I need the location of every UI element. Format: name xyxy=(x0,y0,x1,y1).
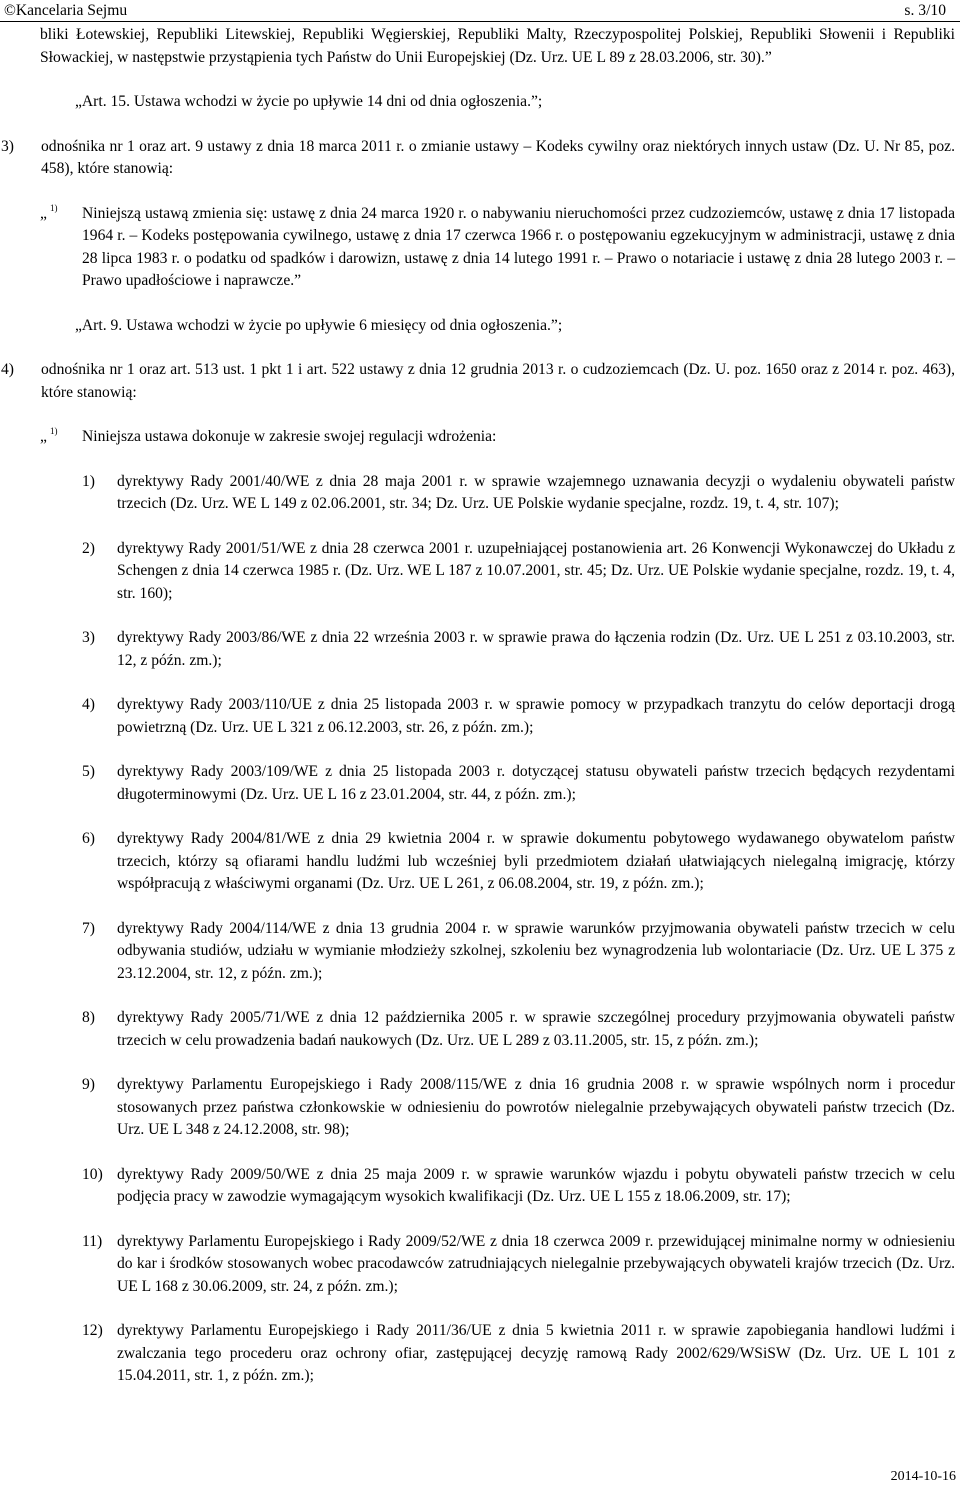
directive-item xyxy=(82,1074,955,1142)
directive-text: dyrektywy Rady 2004/81/WE z dnia 29 kwietnia 2004 r. w sprawie dokumentu pobytowego wydawanego obywatelom państw trzecich, którzy są ofiarami handlu ludźmi lub wcześniej byli przedmiotem działań ułatwiających nielegalną imigrację, którzy współpracują z właściwymi organami (Dz. Urz. UE L 261, z 06.08.2004, str. 19, z późn. zm.); xyxy=(117,830,955,892)
page-footer-date: 2014-10-16 xyxy=(890,1469,956,1484)
directive-number: 11) xyxy=(82,1232,103,1250)
directive-text: dyrektywy Parlamentu Europejskiego i Rady 2008/115/WE z dnia 16 grudnia 2008 r. w sprawie wspólnych norm i procedur stosowanych przez państwa członkowskie w odniesieniu do powrotów nielegalnie przebywających obywateli państw trzecich (Dz. Urz. UE L 348 z 24.12.2008, str. 98); xyxy=(117,1076,955,1138)
directive-number: 1) xyxy=(82,472,95,490)
footnote-text: Niniejsza ustawa dokonuje w zakresie swojej regulacji wdrożenia: xyxy=(82,428,497,445)
directive-number: 6) xyxy=(82,830,95,847)
paragraph-continuation: bliki Łotewskiej, Republiki Litewskiej, Republiki Węgierskiej, Republiki Malty, Rzeczypospolitej Polskiej, Republiki Słowenii i Republiki Słowackiej, w następstwie przystąpienia tych Państw do Unii Europejskiej (Dz. Urz. UE L 89 z 28.03.2006, str. 30).” xyxy=(40,26,955,66)
footnote-quote-1 xyxy=(40,203,955,293)
directive-number: 5) xyxy=(82,763,95,780)
page-number: s. 3/10 xyxy=(904,2,946,19)
document-body xyxy=(1,24,955,1388)
directive-text: dyrektywy Rady 2003/109/WE z dnia 25 listopada 2003 r. dotyczącej statusu obywateli państw trzecich będących rezydentami długoterminowymi (Dz. Urz. UE L 16 z 23.01.2004, str. 44, z późn. zm.); xyxy=(117,763,955,803)
directive-number: 3) xyxy=(82,629,95,646)
directive-item xyxy=(82,1320,955,1388)
directive-text: dyrektywy Rady 2003/110/UE z dnia 25 listopada 2003 r. w sprawie pomocy w przypadkach tranzytu do celów deportacji drogą powietrzną (Dz. Urz. UE L 321 z 06.12.2003, str. 26, z późn. zm.); xyxy=(117,696,955,736)
directive-item xyxy=(82,471,955,516)
list-item-4 xyxy=(1,359,955,404)
directive-text: dyrektywy Parlamentu Europejskiego i Rady 2011/36/UE z dnia 5 kwietnia 2011 r. w sprawie zapobiegania handlowi ludźmi i zwalczania tego procederu oraz ochrony ofiar, zastępującej decyzję ramową Rady 2002/629/WSiSW (Dz. Urz. UE L 101 z 15.04.2011, str. 1, z późn. zm.); xyxy=(117,1322,955,1384)
article-15: „Art. 15. Ustawa wchodzi w życie po upływie 14 dni od dnia ogłoszenia.”; xyxy=(75,93,543,110)
footnote-quote-2 xyxy=(40,426,955,449)
directive-item xyxy=(82,1231,955,1299)
directive-list xyxy=(40,471,955,1388)
header-source: ©Kancelaria Sejmu xyxy=(4,2,128,19)
directive-item xyxy=(82,761,955,806)
footnote-marker: „ 1) xyxy=(40,202,58,222)
list-item-number: 4) xyxy=(1,361,14,378)
directive-text: dyrektywy Rady 2001/40/WE z dnia 28 maja 2001 r. w sprawie wzajemnego uznawania decyzji o wydaleniu obywateli państw trzecich (Dz. Urz. WE L 149 z 02.06.2001, str. 34; Dz. Urz. UE Polskie wydanie specjalne, rozdz. 19, t. 4, str. 107); xyxy=(117,472,955,512)
header-rule xyxy=(0,21,960,22)
footnote-text: Niniejszą ustawą zmienia się: ustawę z dnia 24 marca 1920 r. o nabywaniu nieruchomości przez cudzoziemców, ustawę z dnia 17 listopada 1964 r. – Kodeks postępowania cywilnego, ustawę z dnia 17 czerwca 1966 r. o postępowaniu egzekucyjnym w administracji, ustawę z dnia 28 lipca 1983 r. o podatku od spadków i darowizn, ustawę z dnia 14 lutego 1991 r. – Prawo o notariacie i ustawę z dnia 28 lutego 2003 r. – Prawo upadłościowe i naprawcze.” xyxy=(82,204,955,289)
footnote-marker: „ 1) xyxy=(40,426,58,445)
article-9: „Art. 9. Ustawa wchodzi w życie po upływie 6 miesięcy od dnia ogłoszenia.”; xyxy=(75,316,563,334)
directive-item xyxy=(82,828,955,896)
list-item-3 xyxy=(1,136,955,181)
directive-text: dyrektywy Rady 2003/86/WE z dnia 22 września 2003 r. w sprawie prawa do łączenia rodzin (Dz. Urz. UE L 251 z 03.10.2003, str. 12, z późn. zm.); xyxy=(117,629,955,669)
list-item-text: odnośnika nr 1 oraz art. 513 ust. 1 pkt 1 i art. 522 ustawy z dnia 12 grudnia 2013 r. o cudzoziemcach (Dz. U. poz. 1650 oraz z 2014 r. poz. 463), które stanowią: xyxy=(41,361,955,401)
directive-number: 12) xyxy=(82,1322,103,1339)
directive-item xyxy=(82,538,955,606)
directive-text: dyrektywy Rady 2004/114/WE z dnia 13 grudnia 2004 r. w sprawie warunków przyjmowania obywateli państw trzecich w celu odbywania studiów, udziału w wymianie młodzieży szkolnej, szkoleniu bez wynagrodzenia lub wolontariacie (Dz. Urz. UE L 375 z 23.12.2004, str. 12, z późn. zm.); xyxy=(117,919,955,982)
directive-text: dyrektywy Rady 2005/71/WE z dnia 12 października 2005 r. w sprawie szczególnej procedury przyjmowania obywateli państw trzecich w celu prowadzenia badań naukowych (Dz. Urz. UE L 289 z 03.11.2005, str. 15, z późn. zm.); xyxy=(117,1009,955,1049)
directive-number: 10) xyxy=(82,1165,103,1183)
directive-number: 2) xyxy=(82,539,95,557)
list-item-number: 3) xyxy=(1,137,14,155)
directive-item xyxy=(82,1007,955,1052)
directive-item xyxy=(82,1164,955,1209)
directive-text: dyrektywy Rady 2009/50/WE z dnia 25 maja 2009 r. w sprawie warunków wjazdu i pobytu obywateli państw trzecich w celu podjęcia pracy w zawodzie wymagającym wysokich kwalifikacji (Dz. Urz. UE L 155 z 18.06.2009, str. 17); xyxy=(117,1165,955,1205)
directive-number: 8) xyxy=(82,1009,95,1026)
directive-number: 4) xyxy=(82,696,95,713)
directive-number: 7) xyxy=(82,919,95,937)
directive-item xyxy=(82,627,955,672)
directive-item xyxy=(82,694,955,739)
page-header xyxy=(0,0,960,22)
directive-item xyxy=(82,918,955,986)
directive-number: 9) xyxy=(82,1076,95,1093)
directive-text: dyrektywy Parlamentu Europejskiego i Rady 2009/52/WE z dnia 18 czerwca 2009 r. przewidującej minimalne normy w odniesieniu do kar i środków stosowanych wobec pracodawców zatrudniających nielegalnie przebywających obywateli krajów trzecich (Dz. Urz. UE L 168 z 30.06.2009, str. 24, z późn. zm.); xyxy=(117,1232,955,1295)
directive-text: dyrektywy Rady 2001/51/WE z dnia 28 czerwca 2001 r. uzupełniającej postanowienia art. 26 Konwencji Wykonawczej do Układu z Schengen z dnia 14 czerwca 1985 r. (Dz. Urz. WE L 187 z 10.07.2001, str. 45; Dz. Urz. UE Polskie wydanie specjalne, rozdz. 19, t. 4, str. 160); xyxy=(117,539,955,602)
list-item-text: odnośnika nr 1 oraz art. 9 ustawy z dnia 18 marca 2011 r. o zmianie ustawy – Kodeks cywilny oraz niektórych innych ustaw (Dz. U. Nr 85, poz. 458), które stanowią: xyxy=(41,137,955,177)
